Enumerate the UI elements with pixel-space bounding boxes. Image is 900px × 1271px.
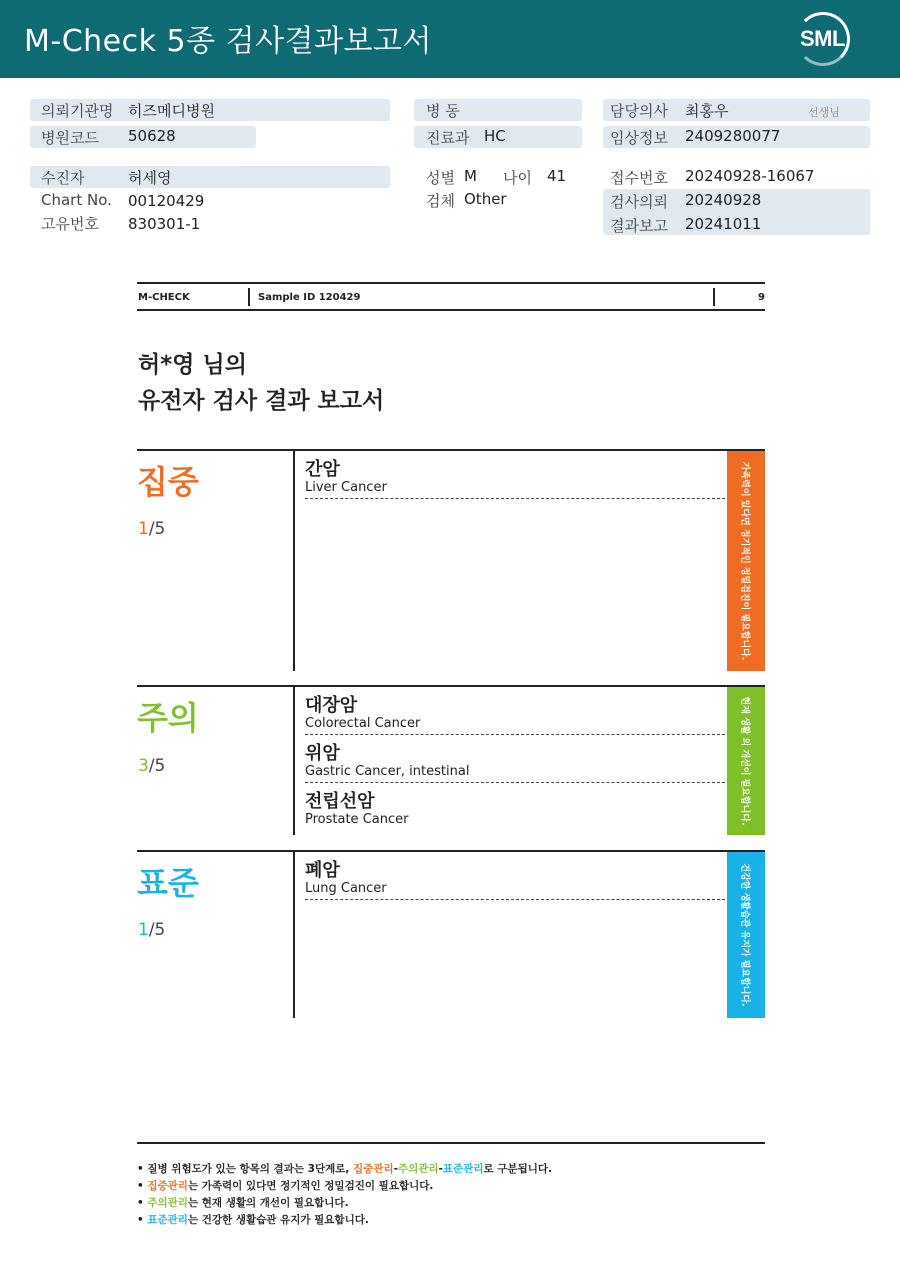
risk-item [305, 854, 725, 900]
risk-section-focus [137, 449, 765, 671]
unique-value: 830301-1 [128, 215, 201, 233]
sample-id: Sample ID 120429 [258, 292, 361, 303]
risk-item [305, 737, 725, 783]
patient-label: 수진자 [41, 169, 85, 187]
section-rule [137, 850, 765, 852]
clinical-value: 2409280077 [685, 127, 781, 145]
page-number: 9 [758, 292, 765, 303]
running-header-bottom-rule [137, 309, 765, 311]
footer-note: • 집중관리는 가족력이 있다면 정기적인 정밀검진이 필요합니다. [137, 1180, 434, 1192]
specimen-label: 검체 [426, 192, 455, 210]
risk-category-label: 주의 [137, 699, 199, 737]
disease-name-ko: 전립선암 [305, 791, 375, 812]
running-header-top-rule [137, 282, 765, 284]
side-note-text: 건강한 생활습관 유지가 필요합니다. [739, 863, 750, 1007]
age-value: 41 [547, 167, 567, 185]
disease-name-en: Lung Cancer [305, 881, 387, 896]
footer-note: • 질병 위험도가 있는 항목의 결과는 3단계로, 집중관리-주의관리-표준관리로 구분됩니다. [137, 1163, 552, 1175]
risk-count: 1/5 [138, 920, 166, 940]
sex-label: 성별 [426, 169, 455, 187]
ward-label: 병 동 [426, 102, 460, 120]
logo-text: SML [800, 26, 845, 51]
disease-name-en: Gastric Cancer, intestinal [305, 764, 470, 779]
section-divider [293, 852, 295, 1018]
doctor-suffix: 선생님 [808, 106, 840, 119]
age-label: 나이 [503, 169, 532, 187]
section-divider [293, 687, 295, 835]
chart-value: 00120429 [128, 192, 205, 210]
section-divider [293, 451, 295, 671]
result-value: 20241011 [685, 215, 762, 233]
request-value: 20240928 [685, 191, 762, 209]
disease-name-en: Prostate Cancer [305, 812, 409, 827]
risk-item [305, 689, 725, 735]
disease-name-ko: 폐암 [305, 860, 340, 881]
footer-note: • 주의관리는 현재 생활의 개선이 필요합니다. [137, 1197, 349, 1209]
footer-rule [137, 1142, 765, 1144]
doctor-value: 최홍우 [685, 102, 729, 120]
disease-name-ko: 위암 [305, 743, 340, 764]
report-title: M-Check 5종 검사결과보고서 [24, 24, 432, 59]
report-main-title: 유전자 검사 결과 보고서 [138, 388, 385, 414]
hospital-code-value: 50628 [128, 127, 176, 145]
clinical-label: 임상정보 [610, 129, 668, 147]
disease-name-en: Liver Cancer [305, 480, 387, 495]
report-subject-line: 허*영 님의 [138, 352, 247, 378]
disease-name-ko: 간암 [305, 459, 340, 480]
running-header-brand: M-CHECK [138, 292, 190, 303]
specimen-value: Other [464, 190, 507, 208]
sml-logo [796, 12, 852, 66]
result-label: 결과보고 [610, 217, 668, 235]
chart-label: Chart No. [41, 191, 112, 209]
sex-value: M [464, 167, 477, 185]
risk-section-standard [137, 850, 765, 1018]
patient-value: 허세영 [128, 169, 172, 187]
risk-item [305, 453, 725, 499]
risk-side-note [727, 852, 765, 1018]
disease-name-en: Colorectal Cancer [305, 716, 421, 731]
doctor-label: 담당의사 [610, 102, 668, 120]
institution-value: 히즈메디병원 [128, 102, 215, 120]
risk-section-caution [137, 685, 765, 835]
department-value: HC [484, 127, 506, 145]
section-rule [137, 685, 765, 687]
request-label: 검사의뢰 [610, 193, 668, 211]
footer-note: • 표준관리는 건강한 생활습관 유지가 필요합니다. [137, 1214, 369, 1226]
risk-count: 1/5 [138, 519, 166, 539]
side-note-text: 현재 생활 의 개선이 필요합니다. [739, 696, 750, 826]
receipt-label: 접수번호 [610, 169, 668, 187]
section-rule [137, 449, 765, 451]
institution-label: 의뢰기관명 [41, 102, 114, 120]
risk-side-note [727, 451, 765, 671]
receipt-value: 20240928-16067 [685, 167, 815, 185]
risk-count: 3/5 [138, 756, 166, 776]
disease-name-ko: 대장암 [305, 695, 358, 716]
running-header-separator [248, 288, 250, 306]
hospital-code-label: 병원코드 [41, 129, 99, 147]
risk-category-label: 집중 [137, 463, 199, 501]
risk-side-note [727, 687, 765, 835]
running-header-separator [713, 288, 715, 306]
risk-item [305, 785, 725, 831]
risk-category-label: 표준 [137, 864, 199, 902]
report-header-bar [0, 0, 900, 78]
side-note-text: 가족력이 있다면 정기적인 정밀검진이 필요합니다. [739, 461, 750, 661]
department-label: 진료과 [426, 129, 470, 147]
unique-label: 고유번호 [41, 215, 99, 233]
